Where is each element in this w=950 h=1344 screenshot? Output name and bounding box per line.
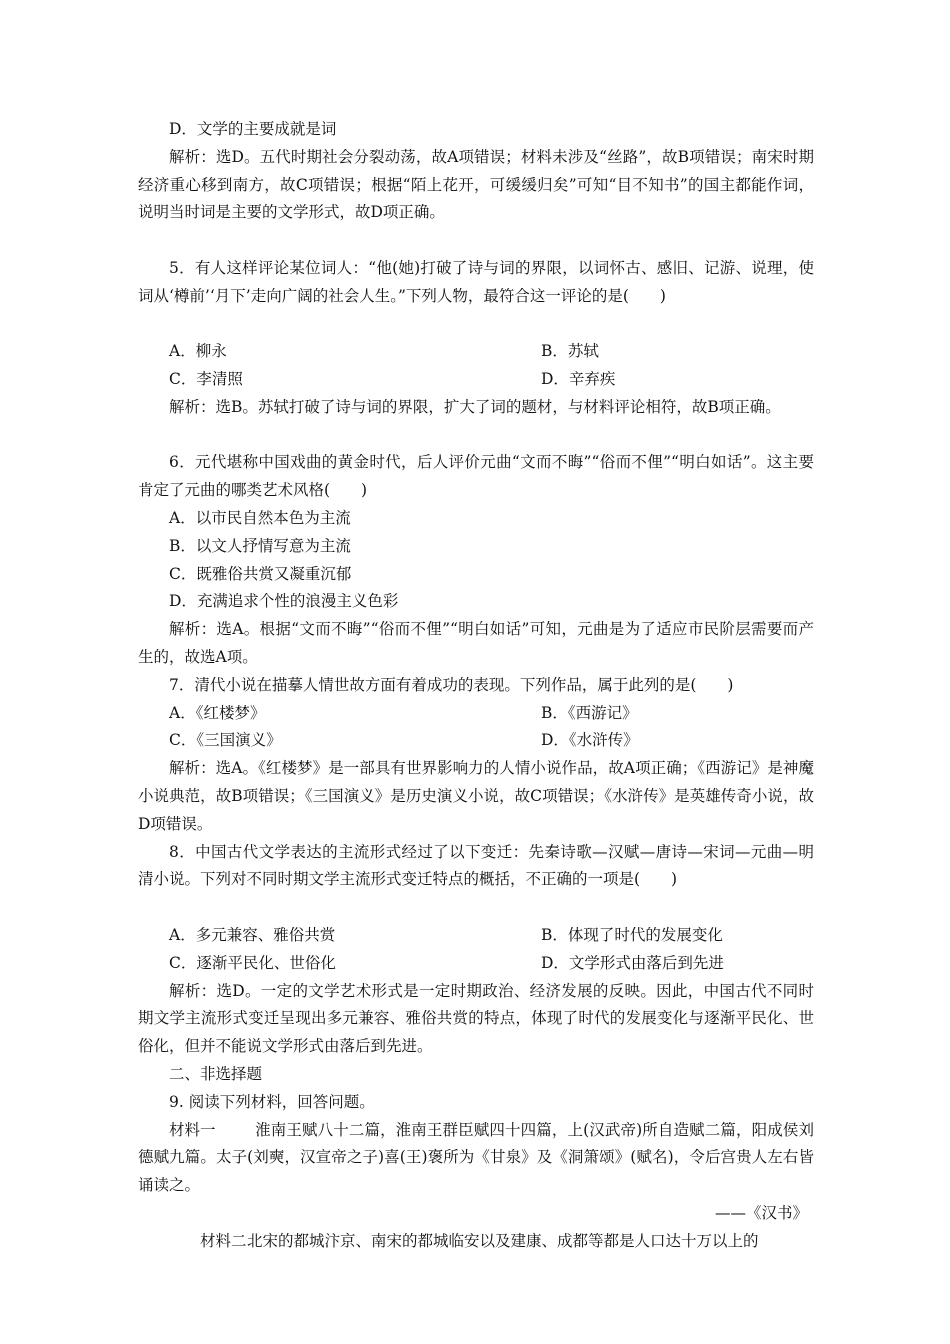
q6-option-b: B．以文人抒情写意为主流 <box>169 536 351 555</box>
q7-options-row1 <box>138 700 814 728</box>
q7-option-b: B．《西游记》 <box>541 703 638 722</box>
q9-stem: 9. 阅读下列材料，回答问题。 <box>169 1092 375 1111</box>
q5-option-d: D．辛弃疾 <box>541 369 616 388</box>
q5-analysis: 解析：选B。苏轼打破了诗与词的界限，扩大了词的题材，与材料评论相符，故B项正确。 <box>169 397 781 416</box>
q9-material-1 <box>138 1117 814 1200</box>
q9-material-2-text: 北宋的都城汴京、南宋的都城临安以及建康、成都等都是人口达十万以上的 <box>247 1231 759 1250</box>
q8-options-row2 <box>138 950 814 978</box>
q9-material-2-label: 材料二 <box>200 1231 247 1250</box>
q7-option-d: D．《水浒传》 <box>541 731 639 750</box>
q6-stem: 6．元代堪称中国戏曲的黄金时代，后人评价元曲“文而不晦”“俗而不俚”“明白如话”。这主要肯定了元曲的哪类艺术风格( ) <box>138 453 814 500</box>
q5-option-c: C．李清照 <box>169 369 243 388</box>
document-body <box>138 116 814 1255</box>
q6-option-a: A．以市民自然本色为主流 <box>169 508 351 527</box>
q4-option-d: D．文学的主要成就是词 <box>169 120 337 138</box>
q6-analysis: 解析：选A。根据“文而不晦”“俗而不俚”“明白如话”可知，元曲是为了适应市民阶层需要而产生的，故选A项。 <box>138 620 814 666</box>
q8-option-d: D．文学形式由落后到先进 <box>541 953 724 972</box>
q7-stem: 7．清代小说在描摹人情世故方面有着成功的表现。下列作品，属于此列的是( ) <box>169 675 734 694</box>
q5-option-a: A．柳永 <box>169 342 227 361</box>
q5-options-row1 <box>138 338 814 366</box>
q4-analysis: 解析：选D。五代时期社会分裂动荡，故A项错误；材料未涉及“丝路”，故B项错误；南宋时期经济重心移到南方，故C项错误；根据“陌上花开，可缓缓归矣”可知“目不知书”的国主都能作词，说明当时词是主要的文学形式，故D项正确。 <box>138 147 814 222</box>
q5-options-row2 <box>138 366 814 394</box>
q6-option-c: C．既雅俗共赏又凝重沉郁 <box>169 564 352 583</box>
q7-option-a: A．《红楼梦》 <box>169 703 266 722</box>
q7-option-c: C．《三国演义》 <box>169 731 282 750</box>
q7-analysis: 解析：选A。《红楼梦》是一部具有世界影响力的人情小说作品，故A项正确；《西游记》是神魔小说典范，故B项错误；《三国演义》是历史演义小说，故C项错误；《水浒传》是英雄传奇小说，故D项错误。 <box>138 759 814 833</box>
q8-stem: 8．中国古代文学表达的主流形式经过了以下变迁：先秦诗歌—汉赋—唐诗—宋词—元曲—明清小说。下列对不同时期文学主流形式变迁特点的概括，不正确的一项是( ) <box>138 842 814 889</box>
q5-stem: 5．有人这样评论某位词人：“他(她)打破了诗与词的界限，以词怀古、感旧、记游、说理，使词从‘樽前’‘月下’走向广阔的社会人生。”下列人物，最符合这一评论的是( ) <box>138 258 814 305</box>
q8-options-row1 <box>138 922 814 950</box>
q9-material-2 <box>138 1228 814 1256</box>
q6-option-d: D．充满追求个性的浪漫主义色彩 <box>169 592 399 611</box>
q5-option-b: B．苏轼 <box>541 342 599 361</box>
q8-analysis: 解析：选D。一定的文学艺术形式是一定时期政治、经济发展的反映。因此，中国古代不同时期文学主流形式变迁呈现出多元兼容、雅俗共赏的特点，体现了时代的发展变化与逐渐平民化、世俗化，但并不能说文学形式由落后到先进。 <box>138 981 814 1056</box>
q8-option-b: B．体现了时代的发展变化 <box>541 925 723 944</box>
q9-material-1-source: ——《汉书》 <box>714 1203 808 1222</box>
q9-material-1-text: 淮南王赋八十二篇，淮南王群臣赋四十四篇，上(汉武帝)所自造赋二篇，阳成侯刘德赋九篇。太子(刘奭，汉宣帝之子)喜(王)褒所为《甘泉》及《洞箫颂》(赋名)，令后宫贵人左右皆诵读之。 <box>138 1120 814 1195</box>
q8-option-a: A．多元兼容、雅俗共赏 <box>169 925 336 944</box>
section-heading: 二、非选择题 <box>169 1064 263 1083</box>
q7-options-row2 <box>138 727 814 755</box>
q8-option-c: C．逐渐平民化、世俗化 <box>169 953 336 972</box>
q9-material-1-label: 材料一 <box>169 1120 216 1139</box>
